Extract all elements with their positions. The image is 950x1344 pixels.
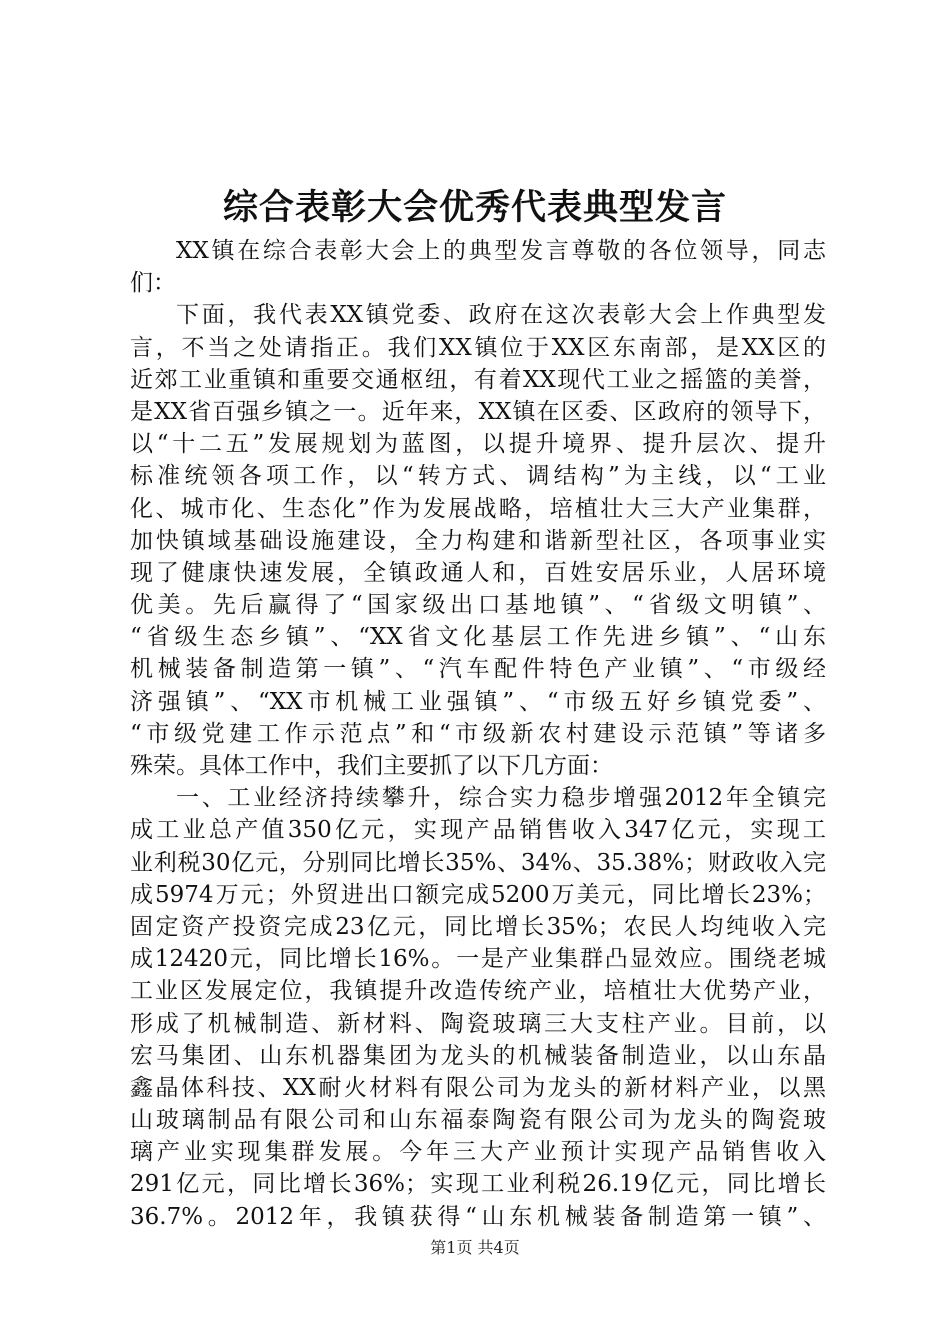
body-line: 成工业总产值350亿元，实现产品销售收入347亿元，实现工 xyxy=(130,817,826,844)
body-line: 固定资产投资完成23亿元，同比增长35%；农民人均纯收入完 xyxy=(130,913,826,940)
document-title: 综合表彰大会优秀代表典型发言 xyxy=(222,188,727,228)
body-line: 们： xyxy=(130,270,176,297)
body-line: “省级生态乡镇”、“XX省文化基层工作先进乡镇”、“山东 xyxy=(130,624,826,651)
body-line: 机械装备制造第一镇”、“汽车配件特色产业镇”、“市级经 xyxy=(130,656,826,683)
page-number: 第1页 共4页 xyxy=(430,1238,520,1257)
body-line: 殊荣。具体工作中，我们主要抓了以下几方面： xyxy=(130,753,613,779)
body-line: 言，不当之处请指正。我们XX镇位于XX区东南部，是XX区的 xyxy=(130,334,826,361)
body-line: 化、城市化、生态化”作为发展战略，培植壮大三大产业集群， xyxy=(130,495,826,522)
body-line: 近郊工业重镇和重要交通枢纽，有着XX现代工业之摇篮的美誉， xyxy=(130,366,826,393)
body-line: 鑫晶体科技、XX耐火材料有限公司为龙头的新材料产业，以黑 xyxy=(130,1074,826,1101)
body-line: 36.7%。2012年，我镇获得“山东机械装备制造第一镇”、 xyxy=(130,1203,826,1230)
document-body xyxy=(130,235,826,1233)
body-line: 璃产业实现集群发展。今年三大产业预计实现产品销售收入 xyxy=(130,1139,826,1166)
body-line: “市级党建工作示范点”和“市级新农村建设示范镇”等诸多 xyxy=(130,720,826,747)
body-line: 成12420元，同比增长16%。一是产业集群凸显效应。围绕老城 xyxy=(130,946,826,973)
body-line: 291亿元，同比增长36%；实现工业利税26.19亿元，同比增长 xyxy=(130,1171,826,1198)
body-line: 以“十二五”发展规划为蓝图，以提升境界、提升层次、提升 xyxy=(130,431,826,458)
body-line: 优美。先后赢得了“国家级出口基地镇”、“省级文明镇”、 xyxy=(130,592,826,619)
body-line: 山玻璃制品有限公司和山东福泰陶瓷有限公司为龙头的陶瓷玻 xyxy=(130,1107,826,1134)
body-line: 成5974万元；外贸进出口额完成5200万美元，同比增长23%； xyxy=(130,881,826,908)
body-line: 工业区发展定位，我镇提升改造传统产业，培植壮大优势产业， xyxy=(130,978,826,1005)
body-line: 业利税30亿元，分别同比增长35%、34%、35.38%；财政收入完 xyxy=(130,849,826,876)
body-line: 是XX省百强乡镇之一。近年来，XX镇在区委、区政府的领导下， xyxy=(130,398,826,425)
body-line: 济强镇”、“XX市机械工业强镇”、“市级五好乡镇党委”、 xyxy=(130,688,826,715)
body-line: 一、工业经济持续攀升，综合实力稳步增强2012年全镇完 xyxy=(176,785,826,812)
body-line: 下面，我代表XX镇党委、政府在这次表彰大会上作典型发 xyxy=(176,302,826,329)
body-line: XX镇在综合表彰大会上的典型发言尊敬的各位领导，同志 xyxy=(176,238,826,264)
body-line: 加快镇域基础设施建设，全力构建和谐新型社区，各项事业实 xyxy=(130,527,826,554)
body-line: 标准统领各项工作，以“转方式、调结构”为主线，以“工业 xyxy=(130,463,826,490)
body-line: 现了健康快速发展，全镇政通人和，百姓安居乐业，人居环境 xyxy=(130,559,826,586)
body-line: 形成了机械制造、新材料、陶瓷玻璃三大支柱产业。目前，以 xyxy=(130,1010,826,1037)
body-line: 宏马集团、山东机器集团为龙头的机械装备制造业，以山东晶 xyxy=(130,1042,826,1069)
